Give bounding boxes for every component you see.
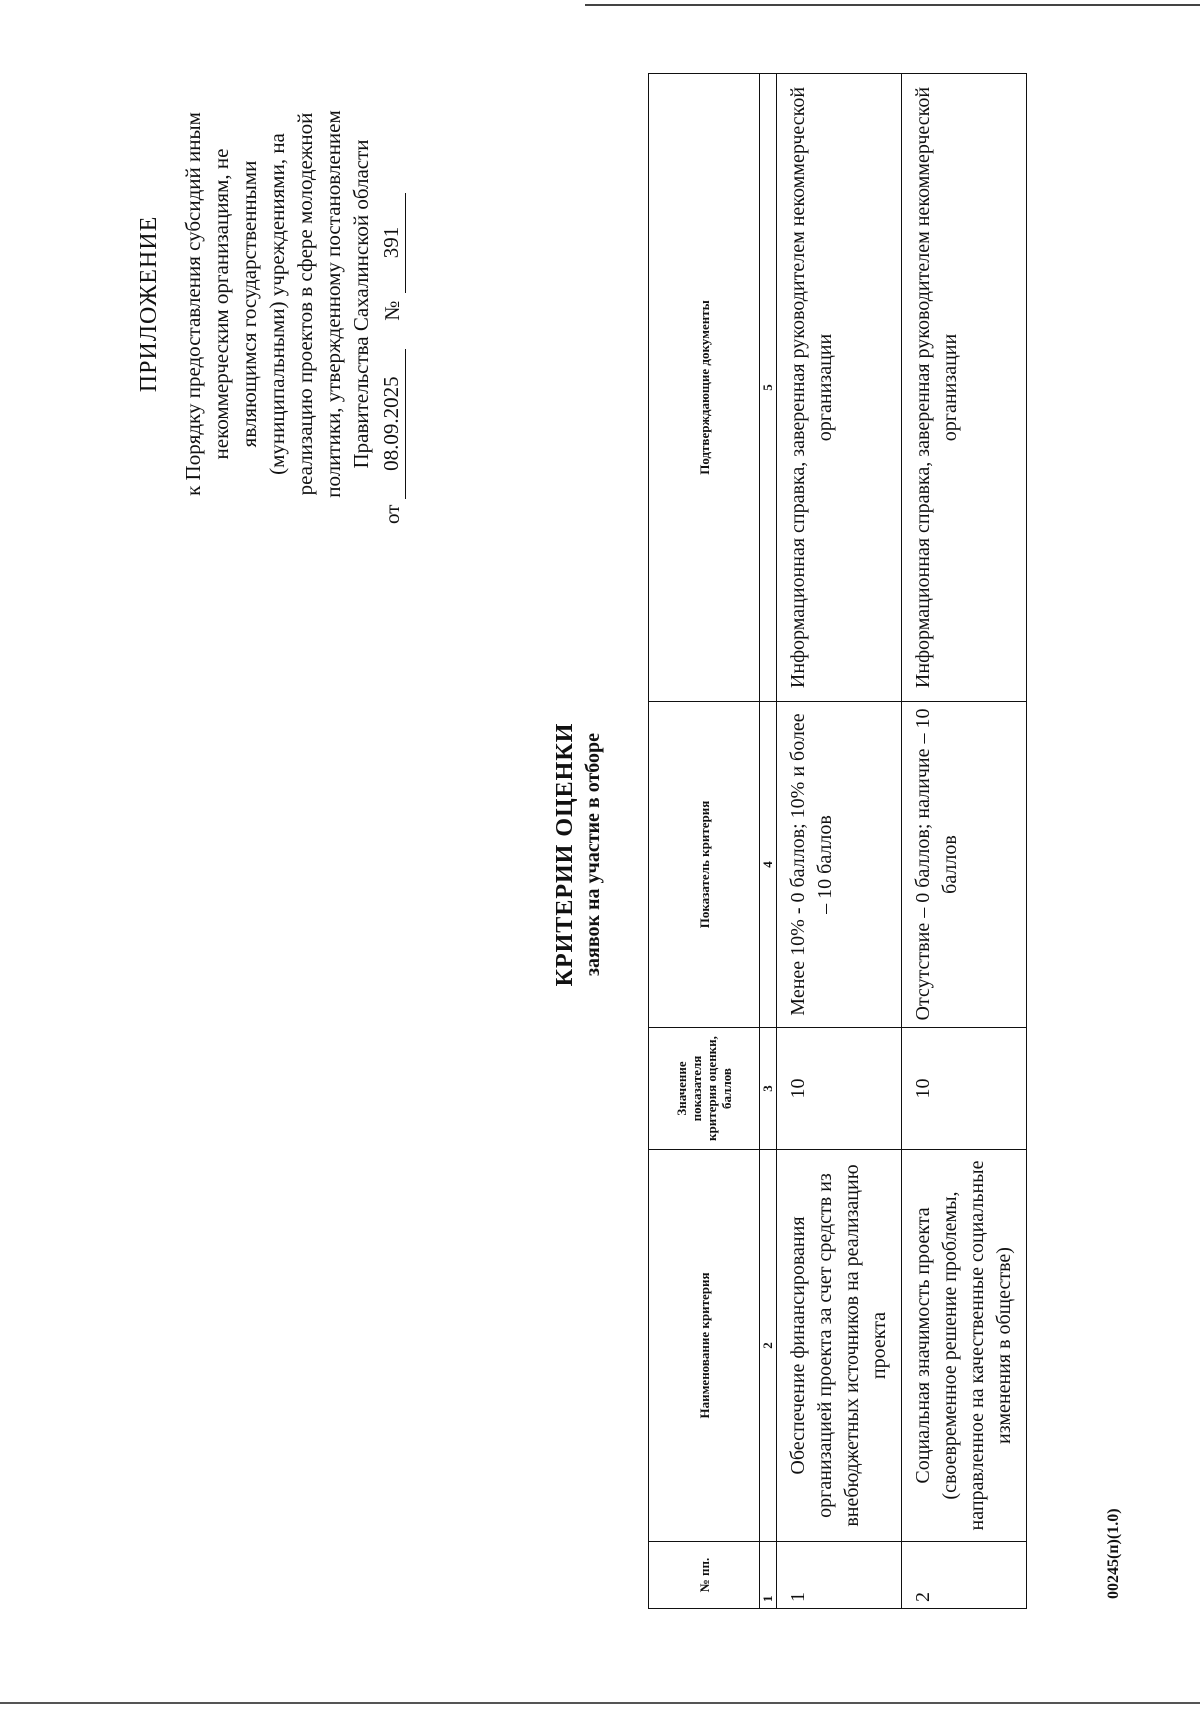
appendix-title: ПРИЛОЖЕНИЕ: [136, 215, 162, 393]
column-number: 5: [760, 74, 777, 702]
column-number: 4: [760, 702, 777, 1028]
header-cell-indicator: Показатель критерия: [649, 702, 760, 1028]
table-row: [777, 74, 902, 1609]
column-number-row: [760, 74, 777, 1609]
document-code: 00245(п)(1.0): [1105, 1508, 1122, 1599]
document-title: [550, 0, 606, 1709]
from-label: от: [380, 504, 404, 524]
supporting-documents: Информационная справка, заверенная руководителем некоммерческой организации: [777, 74, 902, 702]
table-header-row: [649, 74, 760, 1609]
column-number: 2: [760, 1150, 777, 1542]
appendix-block: [135, 84, 406, 524]
appendix-line: являющимся государственными: [237, 160, 261, 448]
criterion-value: 10: [902, 1028, 1027, 1150]
appendix-line: некоммерческим организациям, не: [209, 148, 233, 460]
column-number: 1: [760, 1542, 777, 1609]
row-number: 1: [777, 1542, 902, 1609]
criterion-value: 10: [777, 1028, 902, 1150]
column-number: 3: [760, 1028, 777, 1150]
header-cell-documents: Подтверждающие документы: [649, 74, 760, 702]
appendix-text: [179, 84, 375, 524]
appendix-line: к Порядку предоставления субсидий иным: [181, 112, 205, 496]
criterion-name: Социальная значимость проекта (своевременное решение проблемы, направленное на качественные социальные изменения в обществе): [902, 1150, 1027, 1542]
header-cell-value: Значение показателя критерия оценки, баллов: [649, 1028, 760, 1150]
appendix-line: (муниципальными) учреждениями, на: [265, 133, 289, 475]
resolution-number: 391: [377, 193, 406, 293]
resolution-date: 08.09.2025: [377, 349, 406, 499]
table-row: [902, 74, 1027, 1609]
criteria-table: [648, 73, 1027, 1609]
supporting-documents: Информационная справка, заверенная руководителем некоммерческой организации: [902, 74, 1027, 702]
title-main: КРИТЕРИИ ОЦЕНКИ: [552, 722, 578, 987]
criterion-indicator: Менее 10% - 0 баллов; 10% и более – 10 баллов: [777, 702, 902, 1028]
criterion-indicator: Отсутствие – 0 баллов; наличие – 10 баллов: [902, 702, 1027, 1028]
number-label: №: [380, 300, 404, 321]
appendix-line: политики, утвержденному постановлением: [321, 110, 345, 498]
row-number: 2: [902, 1542, 1027, 1609]
resolution-reference: [377, 84, 406, 524]
title-subtitle: заявок на участие в отборе: [582, 732, 604, 977]
header-cell-name: Наименование критерия: [649, 1150, 760, 1542]
appendix-line: реализацию проектов в сфере молодежной: [293, 112, 317, 496]
header-cell-number: № пп.: [649, 1542, 760, 1609]
criterion-name: Обеспечение финансирования организацией проекта за счет средств из внебюджетных источников на реализацию проекта: [777, 1150, 902, 1542]
appendix-line: Правительства Сахалинской области: [349, 139, 373, 469]
